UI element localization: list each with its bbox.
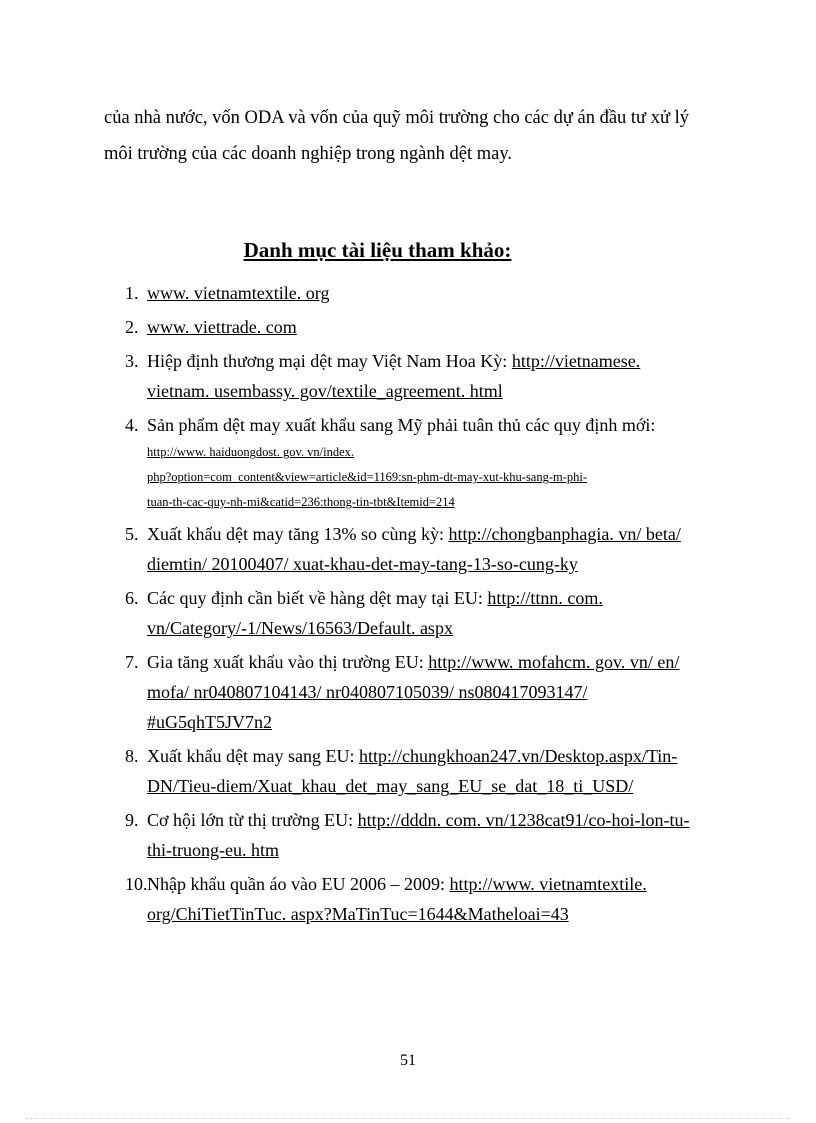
references-title: Danh mục tài liệu tham khảo: (243, 238, 512, 262)
reference-item-3 (125, 346, 725, 406)
reference-text: Xuất khẩu dệt may tăng 13% so cùng kỳ: (147, 524, 449, 544)
reference-text: Xuất khẩu dệt may sang EU: (147, 746, 359, 766)
reference-item-1 (125, 278, 725, 308)
reference-item-7 (125, 647, 725, 737)
reference-link-continued[interactable]: mofa/ nr040807104143/ nr040807105039/ ns080417093147/ (147, 682, 588, 702)
reference-link-continued[interactable]: vn/Category/-1/News/16563/Default. aspx (147, 618, 453, 638)
page-bottom-divider (26, 1118, 790, 1119)
reference-number: 10. (125, 874, 148, 894)
reference-text: Hiệp định thương mại dệt may Việt Nam Hoa Kỳ: (147, 351, 512, 371)
reference-text: Gia tăng xuất khẩu vào thị trường EU: (147, 652, 429, 672)
reference-number: 5. (125, 524, 139, 544)
reference-link-continued[interactable]: tuan-th-cac-quy-nh-mi&catid=236:thong-tin-tbt&Itemid=214 (147, 495, 455, 509)
reference-text: Cơ hội lớn từ thị trường EU: (147, 810, 358, 830)
reference-item-6 (125, 583, 725, 643)
reference-number: 6. (125, 588, 139, 608)
references-list (125, 278, 725, 929)
reference-link[interactable]: http://ttnn. com. (487, 588, 603, 608)
reference-number: 9. (125, 810, 139, 830)
reference-number: 2. (125, 317, 139, 337)
reference-number: 1. (125, 283, 139, 303)
reference-link-continued[interactable]: diemtin/ 20100407/ xuat-khau-det-may-tang-13-so-cung-ky (147, 554, 578, 574)
reference-item-2 (125, 312, 725, 342)
reference-link-continued[interactable]: vietnam. usembassy. gov/textile_agreement. html (147, 381, 503, 401)
page-number: 51 (400, 1052, 416, 1069)
reference-item-4 (125, 410, 725, 515)
reference-item-8 (125, 741, 725, 801)
reference-number: 4. (125, 415, 139, 435)
reference-number: 8. (125, 746, 139, 766)
reference-link-continued[interactable]: thi-truong-eu. htm (147, 840, 279, 860)
reference-link-continued[interactable]: DN/Tieu-diem/Xuat_khau_det_may_sang_EU_se_dat_18_ti_USD/ (147, 776, 634, 796)
reference-item-10 (125, 869, 725, 929)
reference-number: 3. (125, 351, 139, 371)
reference-link[interactable]: http://vietnamese. (511, 351, 641, 371)
intro-line-1: của nhà nước, vốn ODA và vốn của quỹ môi trường cho các dự án đầu tư xử lý (104, 108, 689, 128)
reference-link[interactable]: http://dddn. com. vn/1238cat91/co-hoi-lon-tu- (357, 810, 690, 830)
intro-paragraph (104, 100, 724, 172)
reference-link[interactable]: www. viettrade. com (147, 317, 297, 337)
reference-text: Sản phẩm dệt may xuất khẩu sang Mỹ phải tuân thủ các quy định mới: (147, 415, 656, 435)
reference-item-9 (125, 805, 725, 865)
reference-number: 7. (125, 652, 139, 672)
reference-text: Nhập khẩu quần áo vào EU 2006 – 2009: (147, 874, 450, 894)
reference-item-5 (125, 519, 725, 579)
reference-link[interactable]: http://www. mofahcm. gov. vn/ en/ (428, 652, 680, 672)
reference-link[interactable]: www. vietnamtextile. org (147, 283, 330, 303)
intro-line-2: môi trường của các doanh nghiệp trong ngành dệt may. (104, 144, 513, 164)
reference-text: Các quy định cần biết về hàng dệt may tại EU: (147, 588, 488, 608)
reference-link-continued[interactable]: #uG5qhT5JV7n2 (147, 712, 272, 732)
reference-link[interactable]: http://www. vietnamtextile. (449, 874, 647, 894)
reference-link-continued[interactable]: org/ChiTietTinTuc. aspx?MaTinTuc=1644&Matheloai=43 (147, 904, 569, 924)
reference-link[interactable]: http://www. haiduongdost. gov. vn/index. (147, 445, 355, 459)
reference-link[interactable]: http://chungkhoan247.vn/Desktop.aspx/Tin- (358, 746, 678, 766)
reference-link[interactable]: http://chongbanphagia. vn/ beta/ (448, 524, 681, 544)
reference-link-continued[interactable]: php?option=com_content&view=article&id=1169:sn-phm-dt-may-xut-khu-sang-m-phi- (147, 470, 588, 484)
